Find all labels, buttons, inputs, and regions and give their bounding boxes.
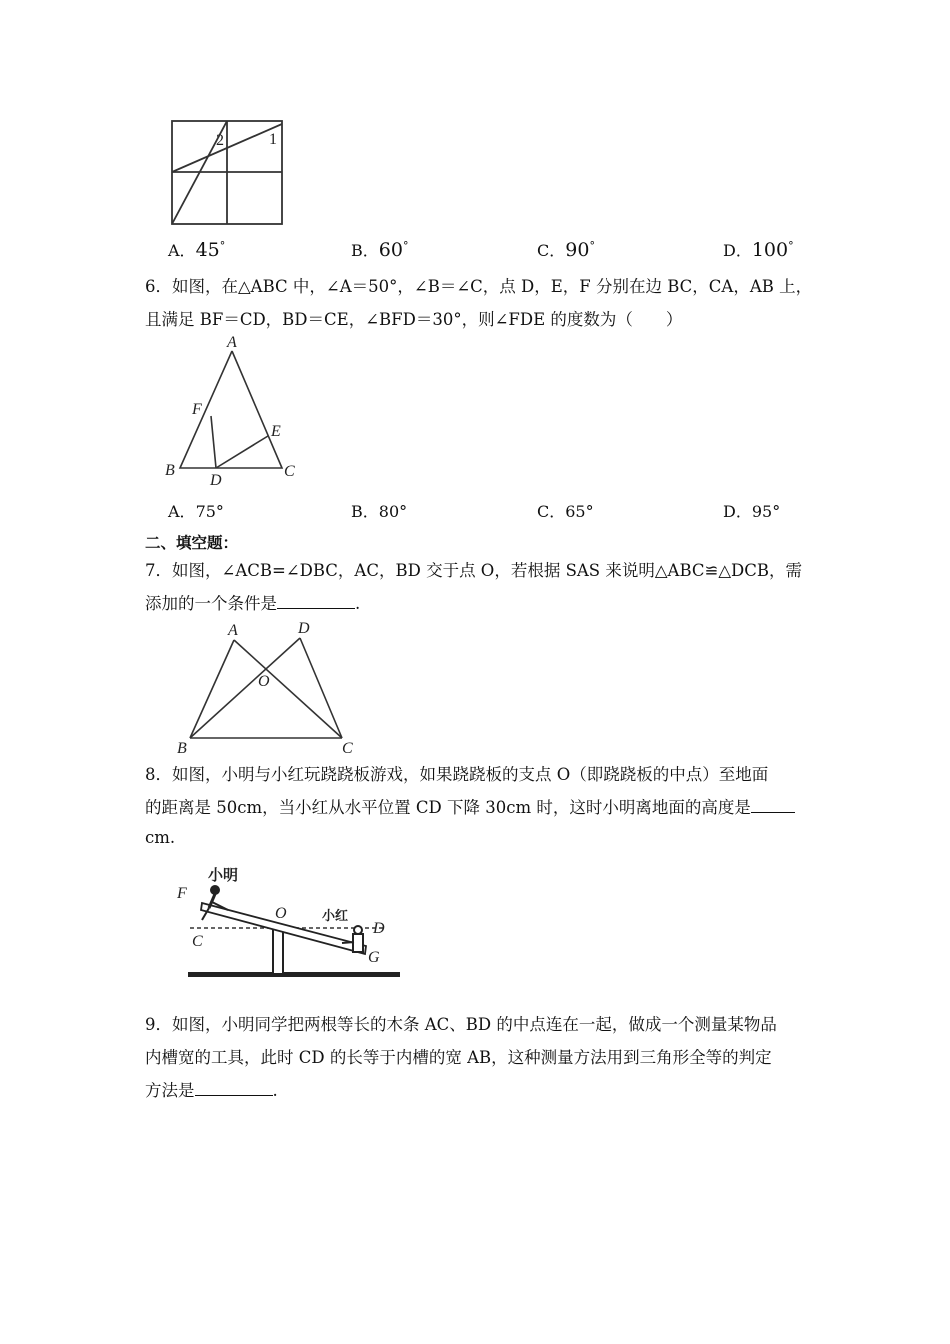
q8-xiaohong-head — [354, 926, 362, 934]
q8-text-line1: 8．如图，小明与小红玩跷跷板游戏，如果跷跷板的支点 O（即跷跷板的中点）至地面 — [145, 765, 769, 784]
q7-text-line2: 添加的一个条件是 . — [145, 594, 361, 613]
q8-label-c: C — [192, 933, 203, 950]
q6-figure — [160, 334, 310, 489]
q6-text-line2: 且满足 BF＝CD，BD＝CE，∠BFD＝30°，则∠FDE 的度数为（ ） — [145, 310, 683, 329]
q8-line2-text: 的距离是 50cm，当小红从水平位置 CD 下降 30cm 时，这时小明离地面的高度是 — [145, 798, 751, 817]
q8-label-xiaohong: 小红 — [322, 909, 349, 924]
q7-answer-blank[interactable] — [277, 592, 355, 609]
q6-option-a[interactable]: A．75° — [168, 502, 224, 521]
q8-label-d: D — [373, 920, 385, 937]
q8-fulcrum-post — [273, 928, 283, 974]
section-heading-fill-in: 二、填空题： — [145, 534, 239, 552]
q5-angle-label-1: 1 — [269, 131, 277, 148]
q8-text-line3: cm. — [145, 828, 176, 847]
q6-segment-fd — [211, 416, 216, 468]
q6-label-d: D — [210, 472, 222, 489]
q5-option-a[interactable]: A．45° — [168, 239, 226, 261]
q8-answer-blank[interactable] — [751, 796, 795, 813]
q7-segment-ac — [234, 640, 342, 738]
q7-label-a: A — [228, 622, 238, 639]
q7-label-c: C — [342, 740, 353, 757]
q8-label-xiaoming: 小明 — [208, 866, 239, 884]
q6-label-c: C — [284, 463, 295, 480]
q8-xiaohong-arm — [342, 942, 354, 943]
q6-option-b[interactable]: B．80° — [351, 502, 408, 521]
q8-text-line2 — [145, 796, 825, 819]
q5-figure — [170, 118, 290, 228]
q7-line2-text: 添加的一个条件是 — [145, 594, 277, 613]
q6-label-f: F — [192, 401, 202, 418]
q7-segment-bd — [190, 638, 300, 738]
q6-option-c[interactable]: C．65° — [537, 502, 594, 521]
q8-ground — [188, 972, 400, 977]
q8-xiaoming-head — [210, 885, 220, 895]
q8-xiaohong-body — [353, 934, 363, 952]
q7-label-b: B — [177, 740, 187, 757]
q9-text-line3: 方法是 . — [145, 1081, 278, 1100]
q8-figure — [170, 858, 410, 988]
q5-option-d[interactable]: D．100° — [723, 239, 794, 261]
q8-label-g: G — [368, 949, 380, 966]
q6-label-a: A — [227, 334, 237, 351]
q7-label-d: D — [298, 620, 310, 637]
q9-text-line1: 9．如图，小明同学把两根等长的木条 AC、BD 的中点连在一起，做成一个测量某物品 — [145, 1015, 777, 1034]
q8-label-o: O — [275, 905, 287, 922]
q7-figure — [170, 618, 370, 758]
q7-label-o: O — [258, 673, 270, 690]
q8-label-f: F — [177, 885, 187, 902]
q5-angle-label-2: 2 — [216, 132, 224, 149]
q7-text-line1: 7．如图，∠ACB=∠DBC，AC，BD 交于点 O，若根据 SAS 来说明△ABC≌△DCB，需 — [145, 561, 803, 580]
q5-option-b[interactable]: B．60° — [351, 239, 409, 261]
q6-option-d[interactable]: D．95° — [723, 502, 781, 521]
q9-answer-blank[interactable] — [195, 1079, 273, 1096]
q6-text-line1: 6．如图，在△ABC 中，∠A＝50°，∠B＝∠C，点 D，E，F 分别在边 BC，CA，AB 上， — [145, 277, 813, 296]
q6-segment-de — [216, 436, 268, 468]
q6-label-b: B — [165, 462, 175, 479]
q7-segment-ab — [190, 640, 234, 738]
q9-line3-text: 方法是 — [145, 1081, 195, 1100]
q6-label-e: E — [271, 423, 281, 440]
q7-segment-dc — [300, 638, 342, 738]
q5-option-c[interactable]: C．90° — [537, 239, 595, 261]
q9-text-line2: 内槽宽的工具，此时 CD 的长等于内槽的宽 AB，这种测量方法用到三角形全等的判定 — [145, 1048, 772, 1067]
